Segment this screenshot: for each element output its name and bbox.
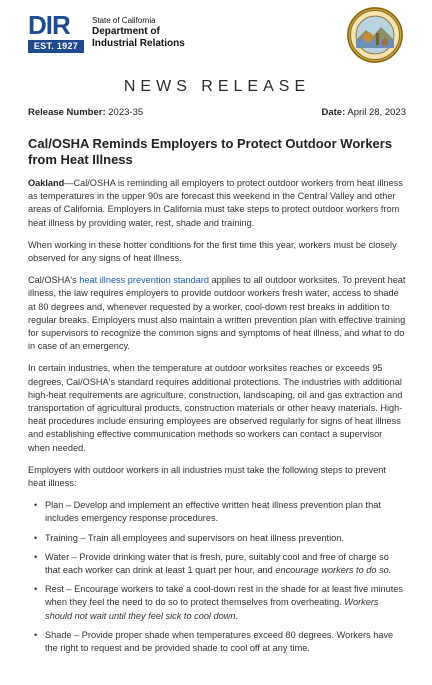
release-number-label: Release Number: (28, 107, 106, 118)
bullet-icon: • (34, 532, 38, 543)
bullet-icon: • (34, 500, 38, 511)
release-date (321, 106, 406, 120)
list-item-emphasis: Workers should not wait until they feel sick to cool down. (45, 597, 379, 621)
agency-state: State of California (92, 16, 156, 25)
agency-line-department: Department of (92, 26, 160, 37)
agency-name (92, 16, 185, 49)
release-number-value: 2023-35 (108, 107, 144, 118)
paragraph-3-text: applies to all outdoor worksites. To prevent heat illness, the law requires employers to provide outdoor workers fresh water, access to shade at 80 degrees and, whenever requested by a worker, cool-down rest breaks in addition to regular breaks. Employers must also maintain a written prevention plan with effective training for supervisors to recognize the common signs and symptoms of heat illness, and what to do in case of an emergency. (28, 275, 406, 352)
list-item-text: Plan – Develop and implement an effective written heat illness prevention plan that includes emergency response procedures. (45, 500, 381, 524)
california-seal-icon (346, 6, 404, 64)
heat-illness-standard-link[interactable]: heat illness prevention standard (79, 275, 210, 286)
paragraph-3-prefix: Cal/OSHA's (28, 275, 80, 286)
release-meta (28, 106, 406, 120)
dir-logo-established: EST. 1927 (28, 40, 84, 53)
paragraph-3 (28, 274, 406, 353)
paragraph-5: Employers with outdoor workers in all industries must take the following steps to prevent heat illness: (28, 464, 386, 489)
list-item-water (34, 551, 406, 577)
list-item-text: Training – Train all employees and supervisors on heat illness prevention. (45, 532, 344, 543)
bullet-icon: • (34, 629, 38, 640)
prevention-steps-list (28, 499, 406, 655)
list-item-text: Rest – Encourage workers to take a cool-down rest in the shade for at least five minutes when they feel the need to do so to protect themselves from overheating. (45, 584, 403, 608)
release-date-label: Date: (321, 107, 346, 118)
list-item-rest (34, 583, 406, 623)
agency-line-industrial: Industrial Relations (92, 37, 185, 49)
list-item-plan (34, 499, 406, 525)
headline: Cal/OSHA Reminds Employers to Protect Outdoor Workers from Heat Illness (28, 136, 393, 167)
paragraph-1 (28, 177, 406, 230)
list-item-text: Water – Provide drinking water that is fresh, pure, suitably cool and free of charge so that each worker can drink at least 1 quart per hour, and (45, 551, 389, 576)
list-item-shade (34, 629, 406, 655)
article-body (28, 177, 406, 655)
list-item-text: Shade – Provide proper shade when temperatures exceed 80 degrees. Workers have the right to request and be provided shade to cool off at any time. (45, 629, 394, 654)
bullet-icon: • (34, 551, 38, 562)
paragraph-4: In certain industries, when the temperature at outdoor worksites reaches or exceeds 95 degrees, Cal/OSHA's standard requires additional protections. The industries with additional high-heat requirements are agriculture, construction, landscaping, oil and gas extraction and transportation of agricultural products, construction materials or other heavy materials. High-heat procedures include ensuring employees are observed regularly for signs of heat illness and establishing effective communication methods so workers can contact a supervisor when needed. (28, 363, 403, 453)
dir-logo-mark: DIR (28, 10, 70, 40)
release-number (28, 106, 143, 120)
bullet-icon: • (34, 584, 38, 595)
paragraph-2: When working in these hotter conditions for the first time this year, workers must be closely observed for any signs of heat illness. (28, 239, 397, 264)
release-title: NEWS RELEASE (123, 78, 311, 95)
paragraph-1-text: —Cal/OSHA is reminding all employers to protect outdoor workers from heat illness as temperatures in the upper 90s are forecast this weekend in the Central Valley and other areas of California. Employers in California must take steps to protect outdoor workers from heat illness by providing water, rest, shade and training. (28, 178, 403, 228)
dateline: Oakland (28, 178, 65, 188)
header (28, 0, 406, 64)
list-item-emphasis: encourage workers to do so. (275, 565, 392, 576)
dir-logo[interactable] (28, 12, 84, 53)
list-item-training (34, 532, 406, 545)
release-date-value: April 28, 2023 (347, 107, 406, 118)
